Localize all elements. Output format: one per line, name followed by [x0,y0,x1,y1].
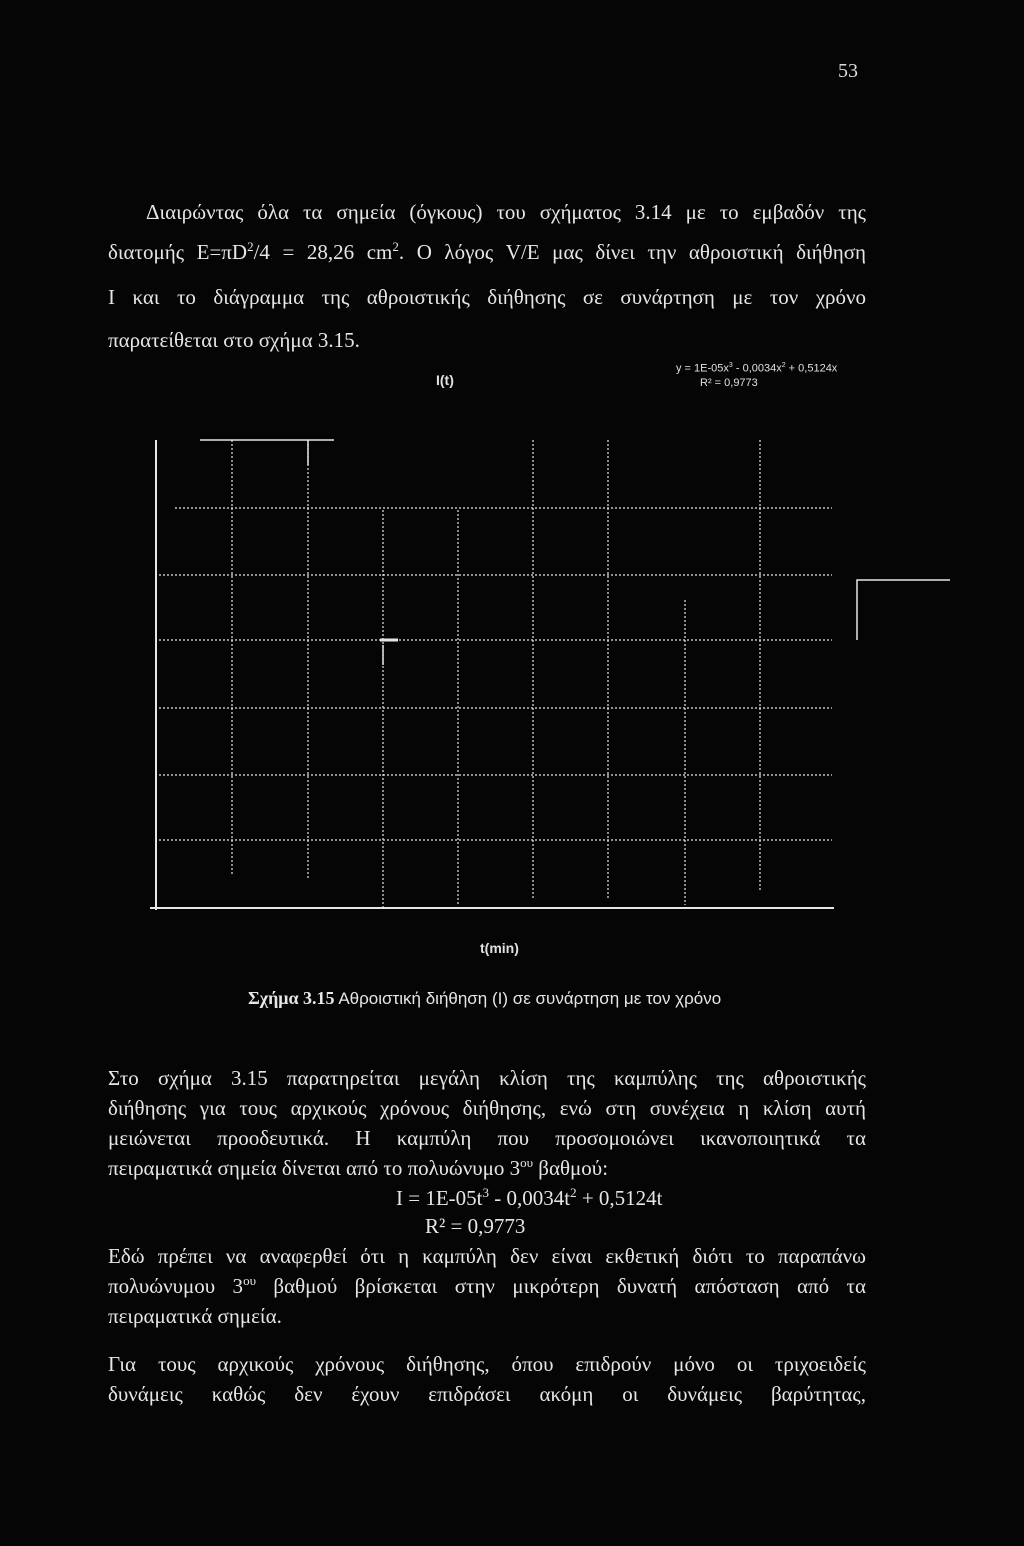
eq-sup2: 2 [570,1185,577,1200]
p2-line-2b: βαθμού βρίσκεται στην μικρότερη δυνατή απόσταση από τα [256,1274,866,1298]
intro-line-2c: . Ο λόγος V/E μας δίνει την αθροιστική διήθηση [398,240,867,264]
right-bracket [857,580,950,640]
horizontal-gridlines [155,508,832,840]
intro-line-3: Ι και το διάγραμμα της αθροιστικής διήθησης σε συνάρτηση με τον χρόνο [108,285,866,309]
intro-line-2-sup1: 2 [247,239,254,254]
eq-sup1: 3 [482,1185,489,1200]
chart-xlabel: t(min) [480,940,519,956]
p2-line-2-sup: ου [243,1273,256,1288]
p2-line-1: Εδώ πρέπει να αναφερθεί ότι η καμπύλη δεν είναι εκθετική διότι το παραπάνω [108,1244,866,1268]
intro-line-1: Διαιρώντας όλα τα σημεία (όγκους) του σχήματος 3.14 με το εμβαδόν της [146,200,866,224]
p2-line-2a: πολυώνυμου 3 [108,1274,244,1298]
p1-line-3: μειώνεται προοδευτικά. Η καμπύλη που προσομοιώνει ικανοποιητικά τα [108,1126,866,1150]
trendline-eq-c: + 0,5124x [785,362,838,375]
equation-r2: R² = 0,9773 [425,1214,526,1238]
eq-part-c: + 0,5124t [576,1186,663,1210]
p3-line-2: δυνάμεις καθώς δεν έχουν επιδράσει ακόμη οι δυνάμεις βαρύτητας, [108,1382,866,1406]
p3-line-1: Για τους αρχικούς χρόνους διήθησης, όπου επιδρούν μόνο οι τριχοειδείς [108,1352,866,1376]
p1-line-4 [108,1156,608,1181]
p2-line-2 [108,1274,866,1299]
trendline-eq-b: - 0,0034x [732,362,782,375]
eq-part-a: I = 1E-05t [396,1186,483,1210]
equation [396,1186,663,1211]
intro-line-2b: /4 = 28,26 cm [253,240,393,264]
intro-line-2-sup2: 2 [392,239,399,254]
caption-text: Αθροιστική διήθηση (Ι) σε συνάρτηση με τον χρόνο [334,989,722,1008]
intro-line-4: παρατείθεται στο σχήμα 3.15. [108,328,360,352]
p2-line-3: πειραματικά σημεία. [108,1304,282,1328]
intro-line-2a: διατομής Ε=πD [108,240,248,264]
p1-line-2: διήθησης για τους αρχικούς χρόνους διήθησης, ενώ στη συνέχεια η κλίση αυτή [108,1096,866,1120]
caption-label: Σχήμα 3.15 [248,988,335,1008]
trendline-eq-sup1: 3 [728,362,733,369]
p1-line-1: Στο σχήμα 3.15 παρατηρείται μεγάλη κλίση της καμπύλης της αθροιστικής [108,1066,866,1090]
p1-line-4b: βαθμού: [533,1156,609,1180]
eq-part-b: - 0,0034t [489,1186,571,1210]
figure-caption [248,988,721,1009]
p1-line-4a: πειραματικά σημεία δίνεται από το πολυώνυμο 3 [108,1156,521,1180]
trendline-eq-sup2: 2 [781,362,786,369]
p1-line-4-sup: ου [520,1155,534,1170]
chart-ylabel: I(t) [436,372,454,388]
trendline-eq-a: y = 1E-05x [676,362,729,375]
page-number: 53 [838,60,858,82]
chart-r-squared: R² = 0,9773 [700,377,758,389]
